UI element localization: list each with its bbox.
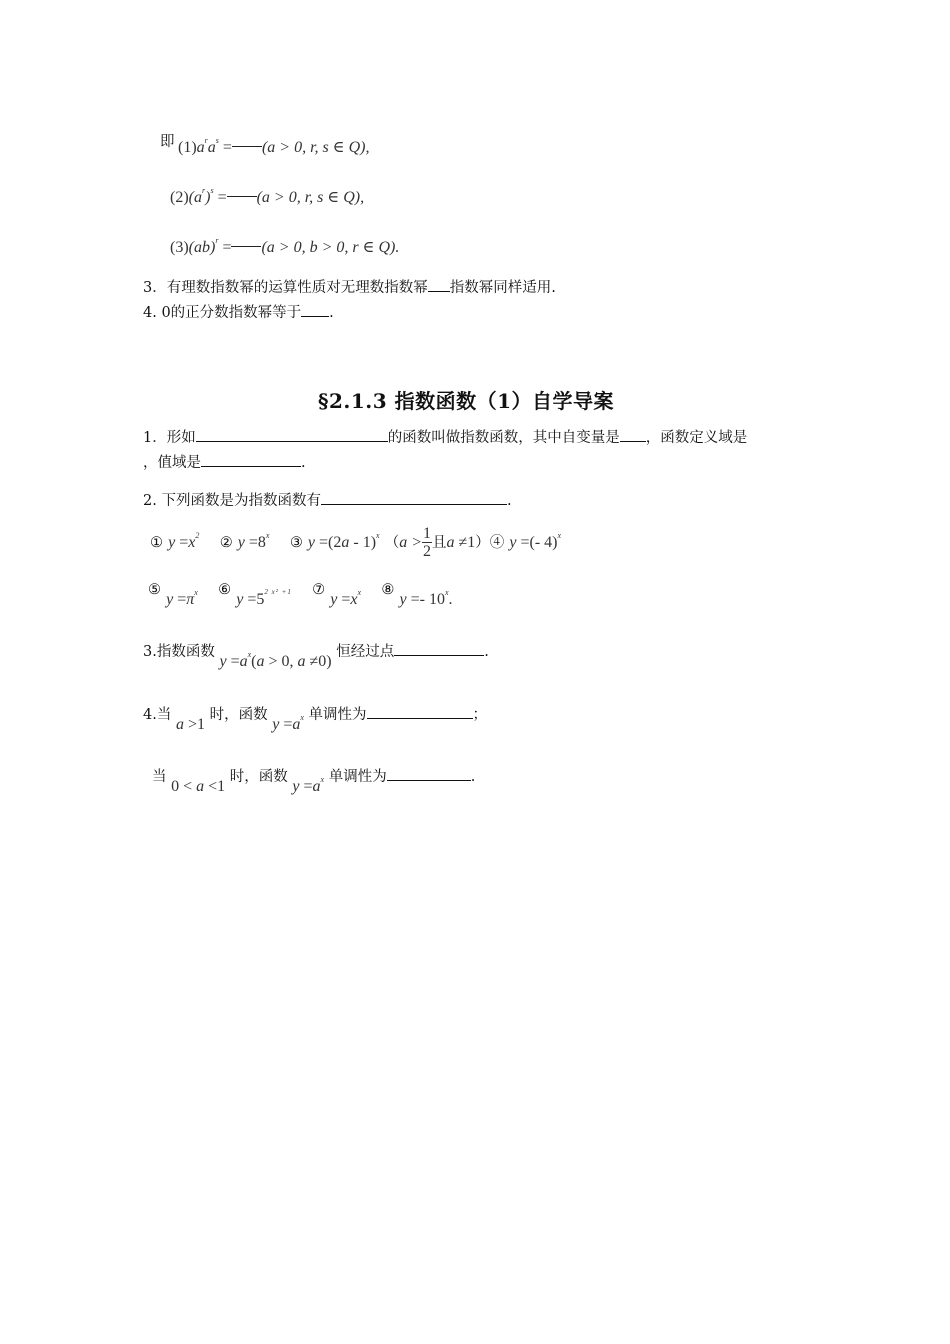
rule-2: [170, 186, 364, 207]
option-6-expr: $y =5^{2 x^2 +1}$: [236, 588, 292, 608]
option-4-expr: y =(- 4)$^x$: [509, 531, 562, 551]
option-3-cond-open: （: [384, 535, 400, 551]
fraction-denominator: 2: [423, 543, 431, 560]
question-2-options-row-2: [148, 578, 453, 608]
question-1-blank-range[interactable]: [201, 452, 301, 467]
top-question-4: [143, 301, 334, 322]
option-3-cond-expr: a >: [399, 534, 422, 551]
rule-2-expr: $(a^r)^s$ =: [188, 186, 227, 206]
rule-3-expr: (ab)$^r$ =: [188, 236, 232, 256]
question-4-cond-2: 0 < a <1: [171, 778, 226, 795]
rules-intro: 即: [160, 134, 175, 150]
rule-3-label: (3): [170, 239, 189, 256]
option-6-marker: ⑥: [218, 582, 232, 598]
question-1: [143, 426, 747, 447]
question-4-text-e: 当: [152, 769, 167, 785]
option-8-expr: y =- 10$^x$.: [399, 588, 453, 608]
question-4-line-2: [152, 765, 476, 795]
question-4-function-2: $y =a^x$: [292, 775, 325, 795]
question-4-function-1: $y =a^x$: [272, 713, 304, 733]
rule-1-expr: $a^ra^s$ =: [196, 136, 232, 156]
section-title: §2.1.3 指数函数（1）自学导案: [318, 389, 615, 413]
top-question-3-tail: 指数幂同样适用.: [449, 280, 556, 296]
question-4-text-a: 4.当: [143, 707, 172, 723]
rule-2-label: (2): [170, 189, 189, 206]
rule-3-blank[interactable]: [231, 245, 261, 247]
option-2-expr: $y =8^x$: [237, 531, 270, 551]
rule-2-blank[interactable]: [227, 195, 257, 197]
option-7-marker: ⑦: [312, 582, 326, 598]
question-1-text-d: ，值域是: [143, 455, 201, 471]
question-1-blank-variable[interactable]: [620, 427, 646, 442]
option-4-marker: ④: [489, 535, 505, 551]
option-7-expr: $y =x^x$: [330, 588, 362, 608]
top-question-3: [143, 276, 556, 297]
question-3-blank[interactable]: [394, 641, 484, 656]
question-1-text-a: 1．形如: [143, 430, 196, 446]
question-2-blank[interactable]: [321, 490, 507, 505]
question-1-line-2: [143, 451, 306, 472]
top-question-4-tail: .: [329, 305, 334, 321]
option-1-expr: $y =x^2$: [168, 531, 200, 551]
option-3-expr: y =(2a - 1)$^x$: [307, 531, 380, 551]
question-4-cond-1: a >1: [175, 716, 205, 733]
question-2: [143, 489, 512, 510]
option-3-cond-close: ）: [475, 535, 490, 551]
question-2-options-row-1: [150, 525, 561, 560]
question-1-blank-form[interactable]: [196, 427, 388, 442]
top-question-4-text: 4. 0的正分数指数幂等于: [143, 305, 302, 321]
option-3-cond-and: 且: [432, 535, 447, 551]
question-3-function: $y =a^x(a > 0$, a ≠0): [219, 650, 332, 670]
rule-3-cond: (a > 0, b > 0, r ∈ Q).: [261, 239, 400, 256]
question-2-text: 2. 下列函数是为指数函数有: [143, 493, 321, 509]
option-1-marker: ①: [150, 535, 163, 551]
option-5-marker: ⑤: [148, 582, 161, 598]
question-4-blank-1[interactable]: [367, 704, 473, 719]
question-4-text-f: 时，函数: [229, 769, 288, 785]
question-3-tail: 恒经过点: [336, 644, 395, 660]
option-2-marker: ②: [219, 535, 233, 551]
rule-1-blank[interactable]: [232, 145, 262, 147]
option-8-marker: ⑧: [381, 582, 395, 598]
question-3: [143, 640, 489, 670]
rule-1: [178, 136, 369, 157]
question-4-text-h: .: [470, 769, 476, 785]
option-3-cond-expr-2: a ≠1: [446, 534, 476, 551]
rule-2-cond: (a > 0, r, s ∈ Q),: [256, 189, 365, 206]
option-5-expr: $y =\pi^x$: [166, 588, 198, 608]
option-3-marker: ③: [289, 535, 303, 551]
top-question-3-blank[interactable]: [428, 277, 450, 292]
one-half-fraction: [422, 525, 432, 560]
question-1-text-c: ，函数定义域是: [645, 430, 748, 446]
rule-1-label: (1): [178, 139, 197, 156]
question-3-end: .: [484, 644, 489, 660]
top-question-4-blank[interactable]: [301, 302, 329, 317]
top-question-3-text: 3．有理数指数幂的运算性质对无理数指数幂: [143, 280, 428, 296]
question-4-text-d: ；: [472, 707, 488, 723]
question-3-text: 3.指数函数: [143, 644, 215, 660]
question-1-text-b: 的函数叫做指数函数，其中自变量是: [387, 430, 620, 446]
question-4-blank-2[interactable]: [387, 766, 471, 781]
question-4-text-b: 时，函数: [209, 707, 268, 723]
fraction-numerator: 1: [423, 525, 431, 542]
question-1-text-e: .: [301, 455, 306, 471]
question-4-text-c: 单调性为: [308, 707, 367, 723]
question-4: [143, 703, 488, 733]
question-2-tail: .: [506, 493, 512, 509]
rule-1-cond: (a > 0, r, s ∈ Q),: [261, 139, 370, 156]
question-4-text-g: 单调性为: [328, 769, 387, 785]
rule-3: [170, 236, 399, 257]
